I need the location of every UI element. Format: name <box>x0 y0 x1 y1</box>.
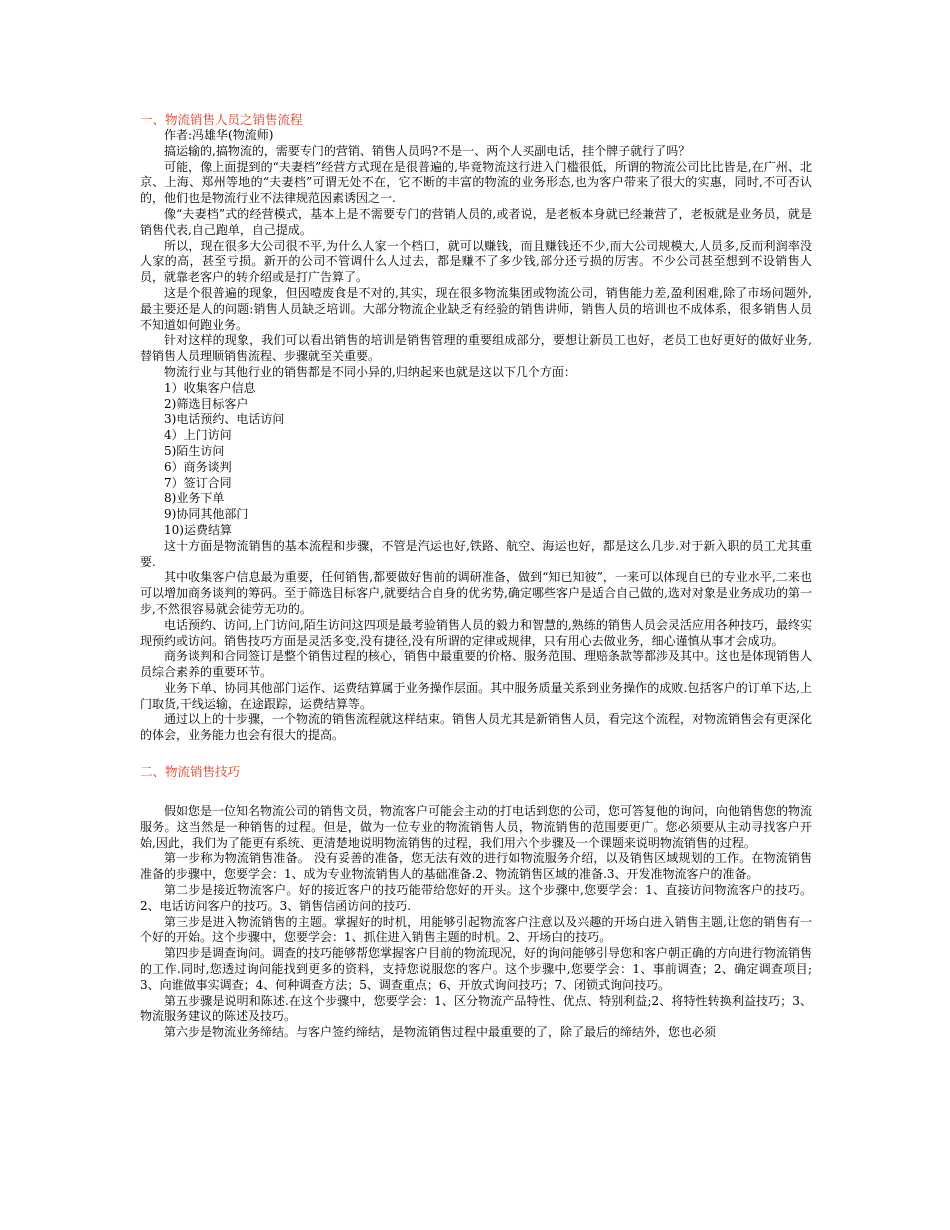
s1-paragraph: 可能，像上面提到的“夫妻档”经营方式现在是很普遍的,毕竟物流这行进入门槛很低，所谓的物流公司比比皆是,在广州、北京、上海、郑州等地的“夫妻档”可谓无处不在，它不断的丰富的物流的业务形态,也为客户带来了很大的实惠，同时,不可否认的，他们也是物流行业不法律规范因素诱因之一. <box>140 159 812 206</box>
s1-paragraph: 通过以上的十步骤，一个物流的销售流程就这样结束。销售人员尤其是新销售人员，看完这个流程，对物流销售会有更深化的体会，业务能力也会有很大的提高。 <box>140 712 813 743</box>
author-line: 作者:冯雄华(物流师) <box>164 128 274 142</box>
s1-paragraph: 其中收集客户信息最为重要，任何销售,都要做好售前的调研准备，做到“知已知彼”，一来可以体现自已的专业水平,二来也可以增加商务谈判的筹码。至于筛选目标客户,就要结合自身的优劣势,确定哪些客户是适合自己做的,选对对象是业务成功的第一步,不然很容易就会徒劳无功的。 <box>140 570 812 616</box>
process-step-item: 7）签订合同 <box>164 475 232 490</box>
section-2-title: 二、物流销售技巧 <box>140 764 241 780</box>
process-step-item: 8)业务下单 <box>164 491 225 506</box>
s2-paragraph: 第三步是进入物流销售的主题。掌握好的时机，用能够引起物流客户注意以及兴趣的开场白进入销售主题,让您的销售有一个好的开始。这个步骤中，您要学会：1、抓住进入销售主题的时机。2、开场白的技巧。 <box>140 914 812 945</box>
process-step-item: 6）商务谈判 <box>164 459 232 474</box>
s1-paragraph: 电话预约、访问,上门访问,陌生访问这四项是最考验销售人员的毅力和智慧的,熟练的销售人员会灵活应用各种技巧，最终实现预约或访问。销售技巧方面是灵活多变,没有捷径,没有所谓的定律或规律，只有用心去做业务，细心谨慎从事才会成功。 <box>140 617 812 648</box>
s1-paragraph: 商务谈判和合同签订是整个销售过程的核心，销售中最重要的价格、服务范围、理赔条款等都涉及其中。这也是体现销售人员综合素养的重要环节。 <box>140 649 813 680</box>
s1-paragraph: 业务下单、协同其他部门运作、运费结算属于业务操作层面。其中服务质量关系到业务操作的成败.包括客户的订单下达,上门取货,干线运输，在途跟踪，运费结算等。 <box>140 680 812 711</box>
s2-paragraph: 第四步是调查询问。调查的技巧能够帮您掌握客户目前的物流现况，好的询问能够引导您和客户朝正确的方向进行物流销售的工作.同时,您透过询问能找到更多的资料，支持您说服您的客户。这个步骤中,您要学会：1、事前调查；2、确定调查项目;3、向谁做事实调查；4、何种调查方法；5、调查重点；6、开放式询问技巧；7、闭锁式询问技巧。 <box>140 946 813 992</box>
section-1-title: 一、物流销售人员之销售流程 <box>140 112 303 127</box>
process-step-item: 9)协同其他部门 <box>164 507 249 522</box>
s2-paragraph: 第六步是物流业务缔结。与客户签约缔结，是物流销售过程中最重要的了，除了最后的缔结外，您也必须 <box>164 1025 717 1040</box>
document-page <box>140 112 812 1041</box>
process-step-item: 3)电话预约、电话访问 <box>164 412 285 427</box>
s2-paragraph: 假如您是一位知名物流公司的销售文员，物流客户可能会主动的打电话到您的公司，您可答复他的询问，向他销售您的物流服务。这当然是一种销售的过程。但是，做为一位专业的物流销售人员，物流销售的范围要更广。您必须要从主动寻找客户开始,因此，我们为了能更有系统、更清楚地说明物流销售的过程，我们用六个步骤及一个课题来说明物流销售的过程。 <box>140 804 813 850</box>
s1-paragraph: 所以，现在很多大公司很不平,为什么人家一个档口，就可以赚钱，而且赚钱还不少,而大公司规模大,人员多,反而利润率没人家的高，甚至亏损。新开的公司不管调什么人过去，都是赚不了多少钱,部分还亏损的厉害。不少公司甚至想到不设销售人员，就靠老客户的转介绍或是打广告算了。 <box>140 238 812 285</box>
s1-paragraph: 这十方面是物流销售的基本流程和步骤，不管是汽运也好,铁路、航空、海运也好，都是这么几步.对于新入职的员工尤其重要. <box>140 538 812 569</box>
s1-paragraph: 这是个很普遍的现象，但因噎废食是不对的,其实，现在很多物流集团或物流公司，销售能力差,盈利困难,除了市场问题外,最主要还是人的问题:销售人员缺乏培训。大部分物流企业缺乏有经验的销售讲师，销售人员的培训也不成体系，很多销售人员不知道如何跑业务。 <box>140 285 812 332</box>
s1-paragraph: 搞运输的,搞物流的，需要专门的营销、销售人员吗?不是一、两个人买副电话，挂个牌子就行了吗？ <box>164 143 691 158</box>
s2-paragraph: 第五步骤是说明和陈述.在这个步骤中，您要学会：1、区分物流产品特性、优点、特别利益;2、将特性转换利益技巧；3、物流服务建议的陈述及技巧。 <box>140 993 812 1024</box>
process-step-item: 4）上门访问 <box>164 428 232 443</box>
process-step-item: 5)陌生访问 <box>164 443 225 458</box>
s2-paragraph: 第一步称为物流销售准备。 没有妥善的准备，您无法有效的进行如物流服务介绍，以及销售区域规划的工作。在物流销售准备的步骤中，您要学会：1、成为专业物流销售人的基础准备.2、物流销售区域的准备.3、开发准物流客户的准备。 <box>140 851 812 882</box>
s1-paragraph: 像“夫妻档”式的经营模式，基本上是不需要专门的营销人员的,或者说，是老板本身就已经兼营了，老板就是业务员，就是销售代表,自己跑单，自己提成。 <box>140 206 812 237</box>
s1-paragraph: 物流行业与其他行业的销售都是不同小异的,归纳起来也就是这以下几个方面： <box>164 364 576 379</box>
process-step-item: 10)运费结算 <box>164 522 232 537</box>
s1-paragraph: 针对这样的现象，我们可以看出销售的培训是销售管理的重要组成部分，要想让新员工也好，老员工也好更好的做好业务,替销售人员理顺销售流程、步骤就至关重要。 <box>140 333 812 364</box>
process-step-item: 1）收集客户信息 <box>164 380 256 395</box>
process-step-item: 2)筛选目标客户 <box>164 396 249 411</box>
s2-paragraph: 第二步是接近物流客户。好的接近客户的技巧能带给您好的开头。这个步骤中,您要学会：1、直接访问物流客户的技巧。2、电话访问客户的技巧。3、销售信函访问的技巧. <box>140 883 812 913</box>
